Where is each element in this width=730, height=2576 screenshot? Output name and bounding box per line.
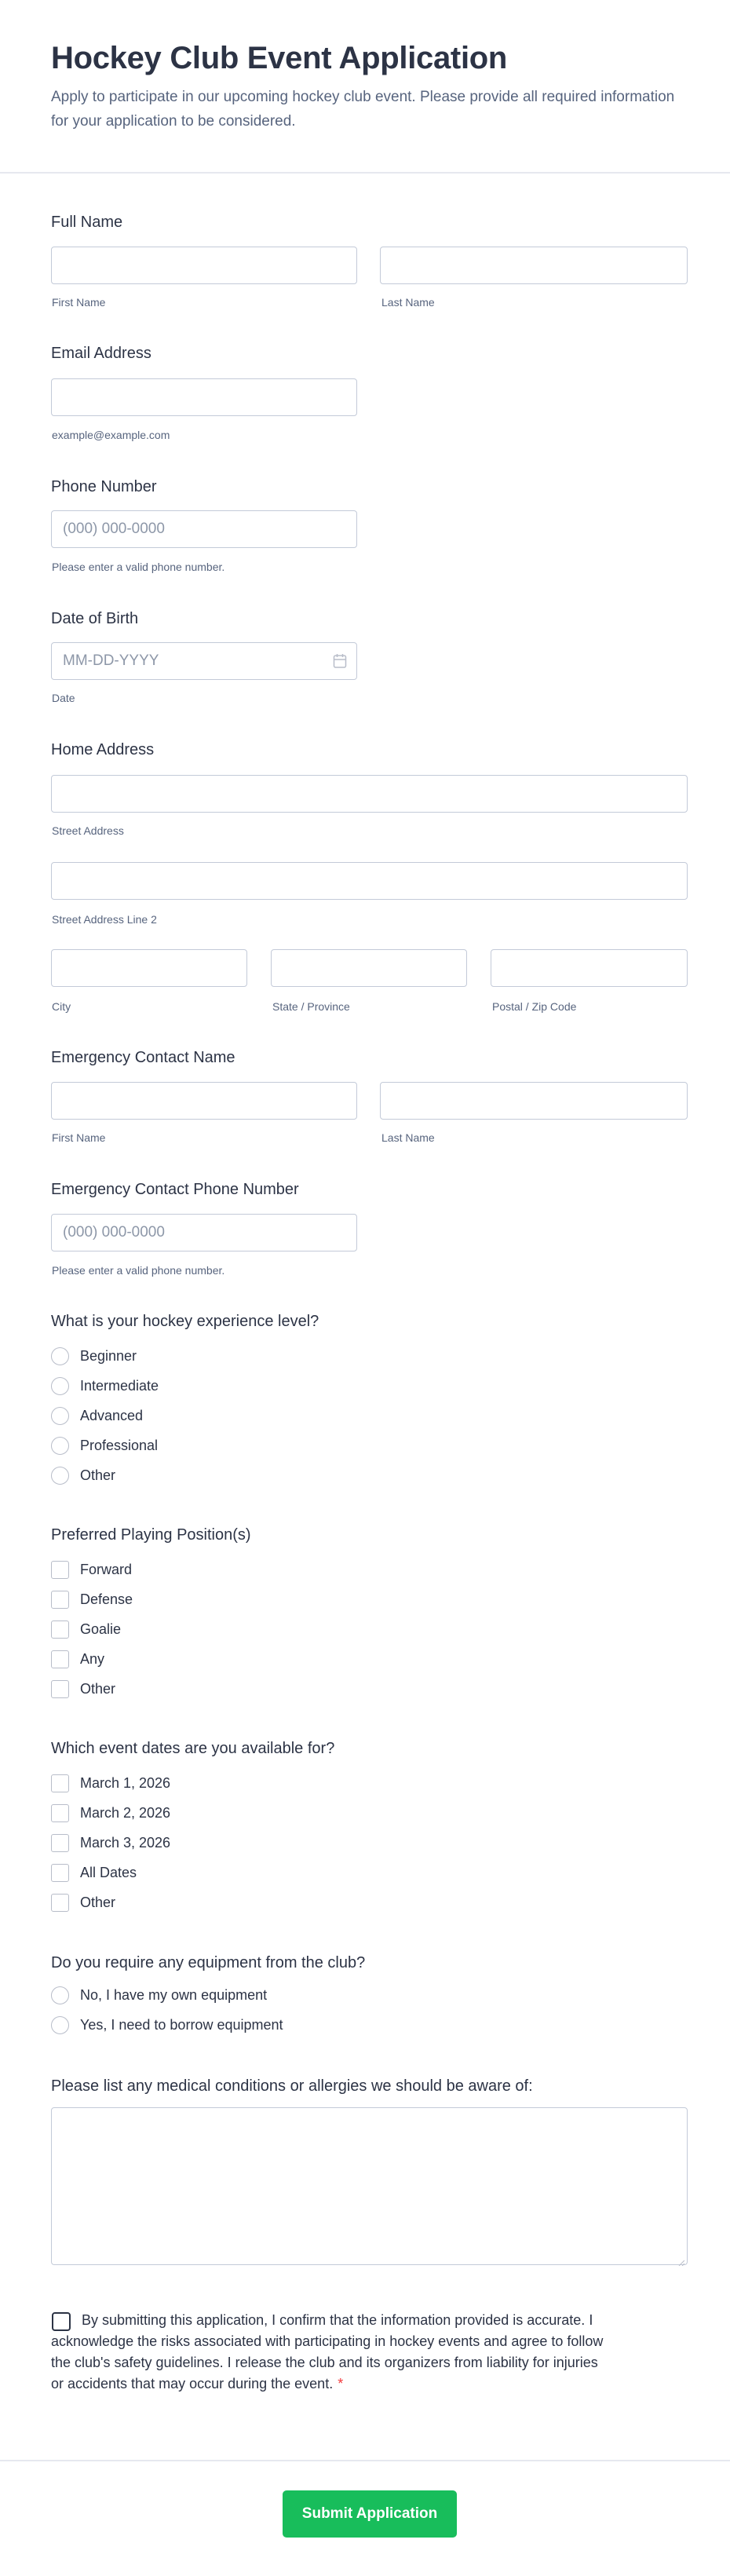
radio-button[interactable] [51, 1407, 69, 1425]
option-label: Goalie [80, 1621, 122, 1637]
checkbox[interactable] [51, 1834, 69, 1852]
dates-label: Which event dates are you available for? [51, 1740, 335, 1757]
zip-input[interactable] [491, 949, 688, 987]
dob-placeholder: MM-DD-YYYY [63, 652, 159, 669]
date-option[interactable] [51, 1862, 137, 1883]
emergency-last-name-input[interactable] [380, 1082, 688, 1120]
phone-sublabel: Please enter a valid phone number. [52, 561, 225, 573]
date-option[interactable] [51, 1803, 170, 1823]
state-input[interactable] [271, 949, 467, 987]
position-option[interactable] [51, 1649, 104, 1669]
city-input[interactable] [51, 949, 247, 987]
phone-label: Phone Number [51, 478, 157, 495]
street-input[interactable] [51, 775, 688, 813]
position-option[interactable] [51, 1559, 132, 1580]
experience-option[interactable] [51, 1376, 159, 1396]
equipment-label: Do you require any equipment from the club? [51, 1954, 366, 1971]
option-label: March 3, 2026 [80, 1834, 171, 1851]
form-description: Apply to participate in our upcoming hockey club event. Please provide all required information for your application to be considered. [51, 89, 675, 130]
email-input[interactable] [51, 378, 357, 416]
experience-option[interactable] [51, 1346, 137, 1366]
position-option[interactable] [51, 1619, 121, 1639]
option-label: March 2, 2026 [80, 1804, 171, 1821]
emergency-first-name-input[interactable] [51, 1082, 357, 1120]
radio-button[interactable] [51, 1347, 69, 1365]
dob-label: Date of Birth [51, 610, 139, 627]
checkbox[interactable] [51, 1864, 69, 1882]
dob-sublabel: Date [52, 692, 75, 704]
emergency-name-label: Emergency Contact Name [51, 1049, 235, 1066]
radio-button[interactable] [51, 1437, 69, 1455]
option-label: No, I have my own equipment [80, 1986, 268, 2003]
header-divider [0, 172, 730, 174]
consent-label: By submitting this application, I confirm that the information provided is accurate. I acknowledge the risks associated with participating in hockey events and agree to follow the club's safety guidelines. I release the club and its organizers from liability for injuries or accidents that may occur during the event. [51, 2312, 604, 2391]
emergency-phone-input[interactable] [51, 1214, 357, 1251]
option-label: Yes, I need to borrow equipment [80, 2016, 283, 2033]
checkbox[interactable] [51, 1650, 69, 1668]
medical-textarea[interactable] [51, 2107, 688, 2265]
submit-button[interactable]: Submit Application [283, 2490, 457, 2538]
checkbox[interactable] [51, 1774, 69, 1792]
calendar-icon[interactable] [333, 653, 347, 674]
dob-input[interactable] [51, 642, 357, 680]
last-name-input[interactable] [380, 247, 688, 284]
emergency-phone-placeholder: (000) 000-0000 [63, 1224, 165, 1240]
consent-text [51, 2310, 612, 2395]
checkbox[interactable] [51, 1680, 69, 1698]
emergency-first-sublabel: First Name [52, 1131, 106, 1144]
first-name-input[interactable] [51, 247, 357, 284]
radio-button[interactable] [51, 1986, 69, 2004]
phone-placeholder: (000) 000-0000 [63, 521, 165, 537]
address-label: Home Address [51, 741, 155, 758]
radio-button[interactable] [51, 2016, 69, 2034]
experience-label: What is your hockey experience level? [51, 1313, 319, 1330]
date-option[interactable] [51, 1892, 115, 1913]
medical-label: Please list any medical conditions or allergies we should be aware of: [51, 2077, 533, 2095]
option-label: Defense [80, 1591, 133, 1607]
date-option[interactable] [51, 1832, 170, 1853]
experience-option[interactable] [51, 1435, 158, 1456]
option-label: Any [80, 1650, 105, 1667]
last-name-sublabel: Last Name [381, 296, 435, 309]
option-label: March 1, 2026 [80, 1774, 171, 1791]
form-title: Hockey Club Event Application [51, 41, 508, 75]
emergency-last-sublabel: Last Name [381, 1131, 435, 1144]
position-option[interactable] [51, 1679, 115, 1699]
equipment-option[interactable] [51, 1985, 267, 2005]
option-label: Forward [80, 1561, 133, 1577]
street2-sublabel: Street Address Line 2 [52, 913, 157, 926]
full-name-label: Full Name [51, 214, 123, 231]
zip-sublabel: Postal / Zip Code [492, 1000, 577, 1013]
street2-input[interactable] [51, 862, 688, 900]
required-mark: * [338, 2376, 344, 2391]
option-label: Other [80, 1467, 116, 1483]
state-sublabel: State / Province [272, 1000, 350, 1013]
first-name-sublabel: First Name [52, 296, 106, 309]
checkbox[interactable] [51, 1621, 69, 1639]
email-sublabel: example@example.com [52, 429, 170, 441]
radio-button[interactable] [51, 1467, 69, 1485]
option-label: Beginner [80, 1347, 137, 1364]
option-label: Advanced [80, 1407, 144, 1423]
date-option[interactable] [51, 1773, 170, 1793]
checkbox[interactable] [51, 1561, 69, 1579]
emergency-phone-sublabel: Please enter a valid phone number. [52, 1264, 225, 1277]
equipment-option[interactable] [51, 2015, 283, 2035]
experience-option[interactable] [51, 1465, 115, 1485]
option-label: Intermediate [80, 1377, 159, 1394]
positions-label: Preferred Playing Position(s) [51, 1526, 251, 1544]
checkbox[interactable] [51, 1591, 69, 1609]
checkbox[interactable] [51, 1894, 69, 1912]
emergency-phone-label: Emergency Contact Phone Number [51, 1181, 299, 1198]
city-sublabel: City [52, 1000, 71, 1013]
option-label: Other [80, 1894, 116, 1910]
position-option[interactable] [51, 1589, 133, 1610]
footer-divider [0, 2460, 730, 2461]
option-label: All Dates [80, 1864, 137, 1880]
resize-handle-icon[interactable] [678, 2256, 684, 2262]
checkbox[interactable] [51, 1804, 69, 1822]
radio-button[interactable] [51, 1377, 69, 1395]
option-label: Other [80, 1680, 116, 1697]
experience-option[interactable] [51, 1405, 143, 1426]
phone-input[interactable] [51, 510, 357, 548]
email-label: Email Address [51, 345, 151, 362]
street-sublabel: Street Address [52, 824, 124, 837]
option-label: Professional [80, 1437, 159, 1453]
